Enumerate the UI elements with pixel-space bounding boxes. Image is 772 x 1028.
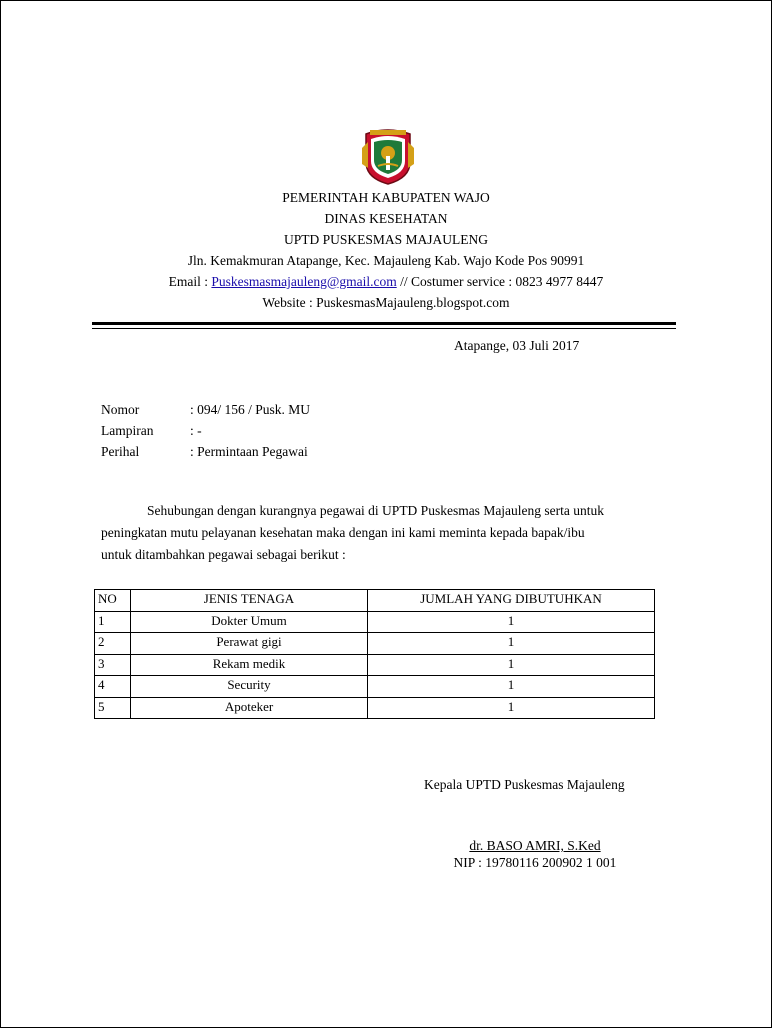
cell-jenis: Dokter Umum [131, 611, 368, 633]
regency-coat-of-arms-icon [360, 128, 416, 186]
body-line-2: peningkatan mutu pelayanan kesehatan maka dengan ini kami meminta kepada bapak/ibu [101, 525, 585, 540]
email-label: Email : [168, 274, 212, 289]
letterhead-contact [0, 271, 772, 292]
meta-value-nomor: : 094/ 156 / Pusk. MU [190, 402, 311, 417]
header-jumlah: JUMLAH YANG DIBUTUHKAN [368, 590, 655, 612]
cell-no: 3 [95, 654, 131, 676]
header-jenis-tenaga: JENIS TENAGA [131, 590, 368, 612]
letterhead-unit: UPTD PUSKESMAS MAJAULENG [283, 232, 489, 247]
meta-label-perihal: Perihal [101, 444, 140, 459]
signature-name-wrap [0, 838, 772, 854]
signature-nip: NIP : 19780116 200902 1 001 [453, 855, 617, 870]
meta-label-nomor: Nomor [101, 402, 140, 417]
cell-jumlah: 1 [368, 633, 655, 655]
customer-service: // Costumer service : 0823 4977 8447 [396, 274, 604, 289]
cell-jumlah: 1 [368, 676, 655, 698]
letterhead-government: PEMERINTAH KABUPATEN WAJO [282, 190, 490, 205]
table-row [95, 654, 655, 676]
table-row [95, 633, 655, 655]
table-row [95, 611, 655, 633]
letterhead-department: DINAS KESEHATAN [324, 211, 448, 226]
staff-request-table [94, 589, 655, 719]
meta-label-lampiran: Lampiran [101, 423, 154, 438]
cell-no: 2 [95, 633, 131, 655]
cell-jenis: Perawat gigi [131, 633, 368, 655]
cell-jumlah: 1 [368, 611, 655, 633]
signature-name: dr. BASO AMRI, S.Ked [469, 838, 601, 853]
cell-jumlah: 1 [368, 654, 655, 676]
table-header-row [95, 590, 655, 612]
cell-jenis: Apoteker [131, 697, 368, 719]
body-line-1: Sehubungan dengan kurangnya pegawai di UPTD Puskesmas Majauleng serta untuk [147, 503, 605, 518]
letterhead-website: Website : PuskesmasMajauleng.blogspot.com [262, 295, 510, 310]
table-row [95, 697, 655, 719]
letterhead [0, 187, 772, 313]
header-no: NO [95, 590, 131, 612]
signature-title: Kepala UPTD Puskesmas Majauleng [424, 777, 625, 792]
cell-jenis: Security [131, 676, 368, 698]
meta-value-lampiran: : - [190, 423, 202, 438]
table-row [95, 676, 655, 698]
header-divider-thick [92, 322, 676, 325]
letter-date: Atapange, 03 Juli 2017 [454, 338, 580, 353]
body-line-3: untuk ditambahkan pegawai sebagai berikut : [101, 547, 346, 562]
cell-no: 5 [95, 697, 131, 719]
email-link[interactable]: Puskesmasmajauleng@gmail.com [211, 274, 397, 289]
cell-no: 1 [95, 611, 131, 633]
meta-value-perihal: : Permintaan Pegawai [190, 444, 308, 459]
cell-jumlah: 1 [368, 697, 655, 719]
cell-jenis: Rekam medik [131, 654, 368, 676]
header-divider-thin [92, 328, 676, 329]
cell-no: 4 [95, 676, 131, 698]
letterhead-address: Jln. Kemakmuran Atapange, Kec. Majauleng Kab. Wajo Kode Pos 90991 [187, 253, 585, 268]
